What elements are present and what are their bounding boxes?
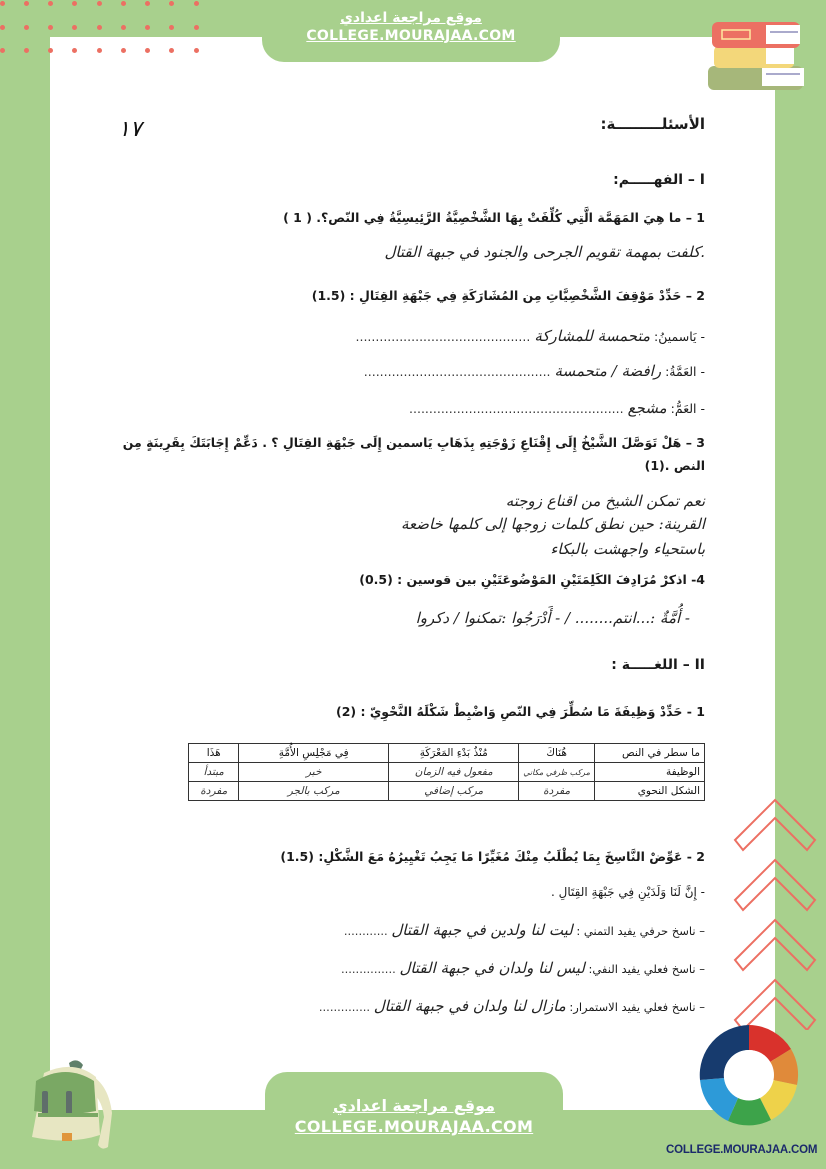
item-answer: رافضة / متحمسة <box>554 362 662 380</box>
item-label: – ناسخ حرفي يفيد التمني : <box>576 924 705 938</box>
question-3-cont: النص .(1) <box>644 458 705 473</box>
answer-1-handwritten: .كلفت بمهمة تقويم الجرحى والجنود في جبهة القتال <box>384 243 705 261</box>
backpack-icon <box>14 1055 114 1155</box>
table-cell: مركب بالجر <box>239 782 389 801</box>
language-question-2: 2 - عَوِّضْ النَّاسِخَ بِمَا يُطْلَبُ مِنْكَ مُغَيِّرًا مَا يَجِبُ تَغْيِيرُهُ مَعَ الشَّكْلِ: (1.5) <box>280 849 705 864</box>
answer-dots: ............................................ <box>355 329 531 344</box>
q2-item-yasmine <box>356 327 706 345</box>
table-header: فِي مَجْلِسِ الأُمَّةِ <box>239 744 389 763</box>
item-label: – ناسخ فعلي يفيد النفي: <box>588 962 705 976</box>
site-url[interactable]: COLLEGE.MOURAJAA.COM <box>306 28 516 44</box>
q2-item-aunt <box>364 362 705 380</box>
college-mouraja-logo-icon <box>696 1022 802 1128</box>
table-header: ما سطر في النص <box>595 744 705 763</box>
item-label: – ناسخ فعلي يفيد الاستمرار: <box>569 1000 705 1014</box>
nasikh-item-continuity <box>319 997 705 1015</box>
table-cell: مفردة <box>189 782 239 801</box>
nasikh-item-negation <box>341 959 705 977</box>
answer-dots: ............................................... <box>363 364 551 379</box>
item-label: - العَمُّ: <box>670 401 705 416</box>
question-4: 4- اذكرْ مُرَادِفَ الكَلِمَتَيْنِ المَوْضُوعَتَيْنِ بين قوسين : (0.5) <box>359 572 705 587</box>
site-banner-bottom[interactable] <box>265 1072 563 1169</box>
table-cell: مركب ظرفي مكاني <box>519 763 595 782</box>
answer-dots: ............... <box>340 962 396 976</box>
question-2: 2 – حَدِّدْ مَوْقِفَ الشَّخْصِيَّاتِ مِن المُشَارَكَةِ فِي جَبْهَةِ القِتَالِ : (1.5) <box>311 288 705 303</box>
q2-base-sentence: - إِنَّ لَنَا وَلَدَيْنِ فِي جَبْهَةِ القِتَالِ . <box>551 885 705 899</box>
answer-3-line-3: باستحياء واجهشت بالبكاء <box>550 540 705 558</box>
table-header-row <box>189 744 705 763</box>
chevron-up-decorations-icon <box>732 790 818 1030</box>
table-row <box>189 763 705 782</box>
item-answer: مشجع <box>627 399 667 417</box>
language-question-1: 1 - حَدِّدْ وَظِيفَةَ مَا سُطِّرَ فِي النّصِ وَاضْبِطْ شَكْلَهُ النَّحْوِيّ : (2) <box>335 704 705 719</box>
item-label: - العَمَّةُ: <box>665 364 705 379</box>
grammar-table <box>188 743 705 801</box>
table-cell: مفعول فيه الزمان <box>389 763 519 782</box>
decorative-dots-row <box>0 48 200 54</box>
table-cell: خبر <box>239 763 389 782</box>
table-header: هَذَا <box>189 744 239 763</box>
nasikh-item-wish <box>344 921 705 939</box>
question-3: 3 – هَلْ تَوَصَّلَ الشَّيْخُ إِلَى إِقْنَاعِ زَوْجَتِهِ بِذَهَابِ يَاسمين إِلَى جَبْهَةِ القِتَالِ ؟ . دَعِّمْ إِجَابَتَكَ بِقَرِينَةٍ مِن <box>122 435 705 450</box>
q2-item-uncle <box>409 399 705 417</box>
answer-3-line-2: القرينة: حين نطق كلمات زوجها إلى كلمها خاضعة <box>400 515 705 533</box>
table-cell: مركب إضافي <box>389 782 519 801</box>
table-cell: مبتدأ <box>189 763 239 782</box>
section-comprehension-heading: I – الفهـــــم: <box>613 172 705 188</box>
answer-dots: .............. <box>318 1000 371 1014</box>
table-header: مُنْذُ بَدْءِ المَعْرَكَةِ <box>389 744 519 763</box>
item-answer: ليس لنا ولدان في جبهة القتال <box>399 959 585 977</box>
table-row <box>189 782 705 801</box>
site-name-arabic[interactable]: موقع مراجعة اعدادي <box>340 10 482 26</box>
answer-4-handwritten: - أُمَّةٌ :...انتم........ / - أَدْرَجُوا :تمكنوا / دكروا <box>415 609 690 627</box>
table-cell: مفردة <box>519 782 595 801</box>
section-language-heading: II – اللغـــــة : <box>611 657 705 673</box>
table-cell: الشكل النحوي <box>595 782 705 801</box>
item-answer: ليت لنا ولدين في جبهة القتال <box>391 921 573 939</box>
table-header: هُنَاكَ <box>519 744 595 763</box>
site-url[interactable]: COLLEGE.MOURAJAA.COM <box>294 1117 534 1136</box>
questions-title: الأسئلـــــــــة: <box>600 115 705 133</box>
item-answer: مازال لنا ولدان في جبهة القتال <box>373 997 566 1015</box>
answer-3-line-1: نعم تمكن الشيخ من اقناع زوجته <box>505 492 705 510</box>
answer-dots: ...................................................... <box>409 401 624 416</box>
logo-caption: COLLEGE.MOURAJAA.COM <box>666 1144 818 1156</box>
item-label: - يَاسمينُ: <box>654 329 705 344</box>
site-name-arabic[interactable]: موقع مراجعة اعدادي <box>332 1096 496 1115</box>
table-cell: الوظيفة <box>595 763 705 782</box>
page-number-handwritten: ١٧ <box>118 117 142 142</box>
exam-document <box>50 37 775 1110</box>
answer-dots: ............ <box>343 924 388 938</box>
question-1: 1 – ما هِيَ المَهَمَّة الَّتِي كُلِّفَتْ بِهَا الشَّخْصِيَّةُ الرَّئِيسِيَّةُ فِي النّص؟. ( 1 ) <box>283 210 705 225</box>
item-answer: متحمسة للمشاركة <box>534 327 651 345</box>
